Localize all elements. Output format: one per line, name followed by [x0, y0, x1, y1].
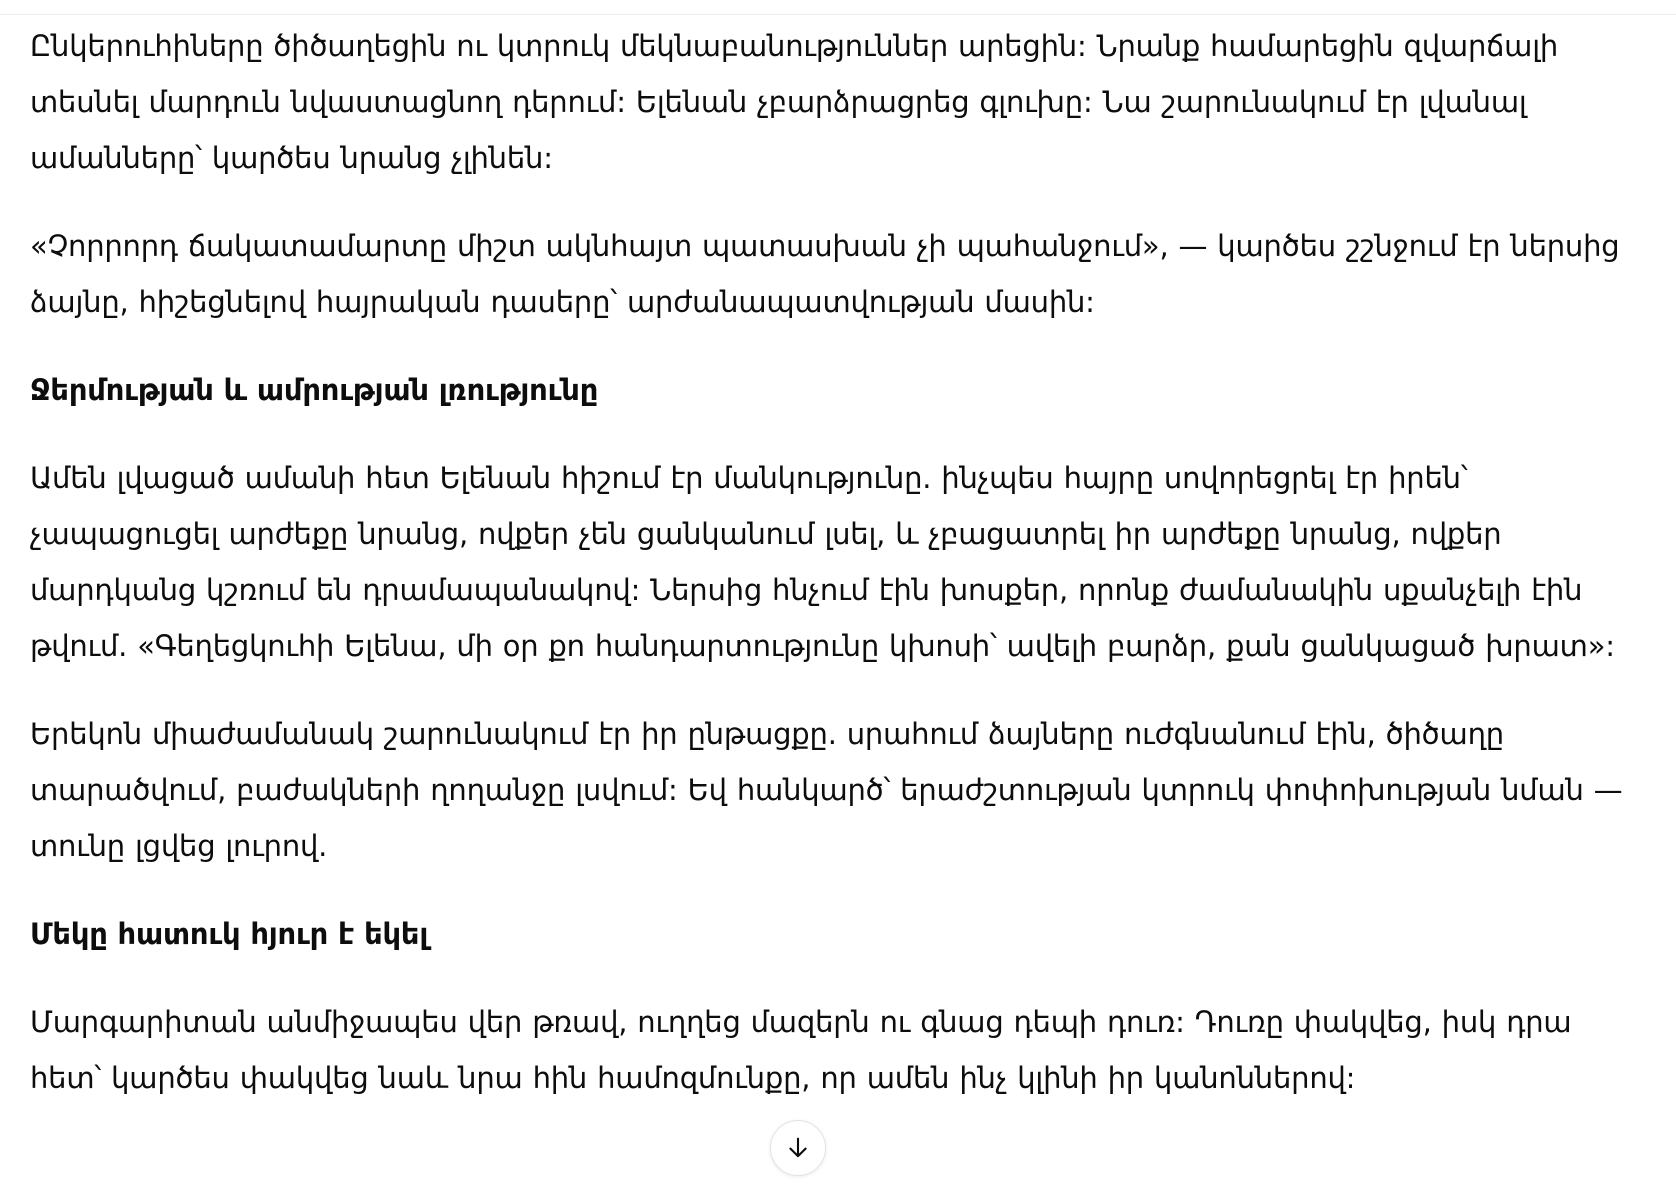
paragraph: Մարգարիտան անմիջապես վեր թռավ, ուղղեց մազերն ու գնաց դեպի դուռ: Դուռը փակվեց, իսկ դրա հետ՝ կարծես փակվեց նաև նրա հին համոզմունքը, որ ամեն ինչ կլինի իր կանոններով: — [30, 1005, 1572, 1095]
paragraph: Երեկոն միաժամանակ շարունակում էր իր ընթացքը. սրահում ձայները ուժգնանում էին, ծիծաղը տարածվում, բաժակների ղողանջը լսվում: Եվ հանկարծ՝ երաժշտության կտրուկ փոփոխության նման — տունը լցվեց լուրով. — [30, 717, 1623, 863]
section-heading: Ջերմության և ամրության լռությունը — [30, 373, 599, 407]
section-heading: Մեկը հատուկ հյուր է եկել — [30, 917, 429, 951]
paragraph: «Չորրորդ ճակատամարտը միշտ ակնհայտ պատասխան չի պահանջում», — կարծես շշնջում էր ներսից ձայնը, հիշեցնելով հայրական դասերը՝ արժանապատվության մասին: — [30, 229, 1620, 319]
arrow-down-icon — [784, 1134, 812, 1162]
paragraph: Ամեն լվացած ամանի հետ Ելենան հիշում էր մանկությունը. ինչպես հայրը սովորեցրել էր իրեն՝ չապացուցել արժեքը նրանց, ովքեր չեն ցանկանում լսել, և չբացատրել իր արժեքը նրանց, ովքեր մարդկանց կշռում են դրամապանակով: Ներսից հնչում էին խոսքեր, որոնք ժամանակին սքանչելի էին թվում. «Գեղեցկուհի Ելենա, մի օր քո հանդարտությունը կխոսի՝ ավելի բարձր, քան ցանկացած խրատ»: — [30, 461, 1615, 663]
scroll-to-bottom-button[interactable] — [770, 1120, 826, 1176]
paragraph: Ընկերուհիները ծիծաղեցին ու կտրուկ մեկնաբանություններ արեցին: Նրանք համարեցին զվարճալի տեսնել մարդուն նվաստացնող դերում: Ելենան չբարձրացրեց գլուխը: Նա շարունակում էր լվանալ ամանները՝ կարծես նրանց չլինեն: — [30, 29, 1559, 175]
article-content — [30, 18, 1650, 1138]
top-divider — [0, 14, 1676, 15]
